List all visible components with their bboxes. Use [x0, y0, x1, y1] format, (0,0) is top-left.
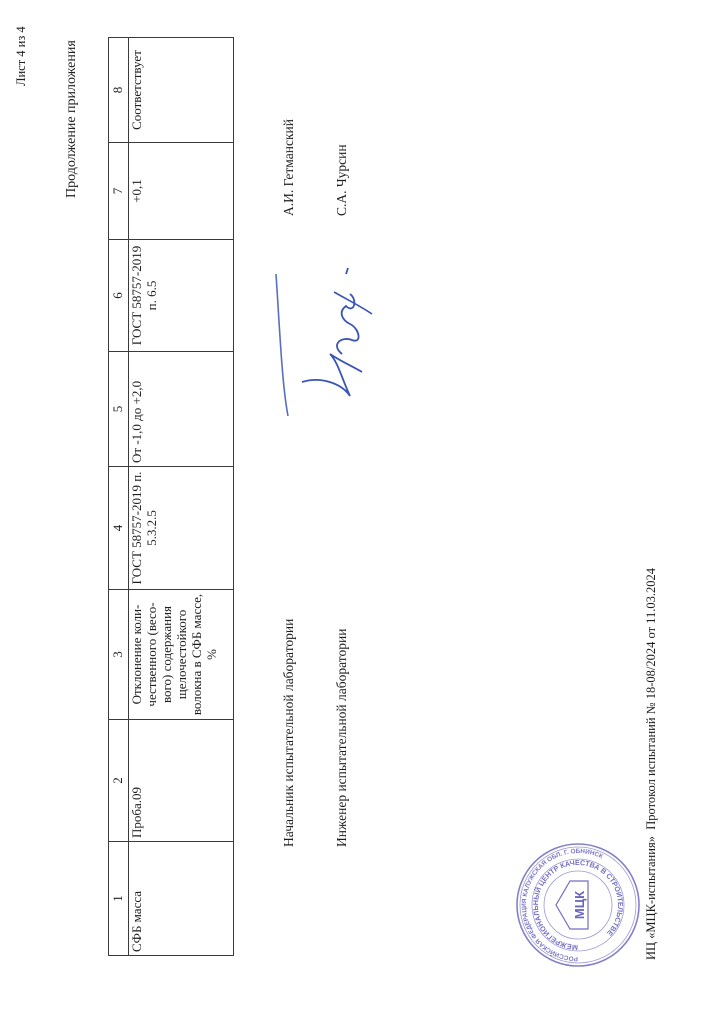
svg-text:МЕЖРЕГИОНАЛЬНЫЙ ЦЕНТР КАЧЕСТВА: МЕЖРЕГИОНАЛЬНЫЙ ЦЕНТР КАЧЕСТВА В СТРОИТЕЛЬСТВЕ — [530, 857, 626, 953]
column-number: 4 — [109, 467, 129, 590]
column-number: 1 — [109, 842, 129, 956]
table-row — [129, 38, 234, 956]
signatory-position-engineer: Инженер испытательной лаборатории — [334, 628, 349, 847]
column-number: 7 — [109, 143, 129, 240]
column-number: 8 — [109, 38, 129, 143]
cell-method-doc: ГОСТ 58757-2019 п. 6.5 — [129, 240, 234, 352]
column-number-row — [109, 38, 129, 956]
organization-stamp-icon — [514, 841, 642, 969]
footer-org: ИЦ «МЦК-испытания» — [644, 836, 658, 960]
signatory-name-head: А.И. Гетманский — [281, 119, 296, 216]
results-table — [108, 37, 234, 956]
signatory-position-head: Начальник испытательной лаборатории — [281, 618, 296, 847]
cell-material: СФБ масса — [129, 842, 234, 956]
svg-text:РОССИЙСКАЯ ФЕДЕРАЦИЯ КАЛУЖСКАЯ: РОССИЙСКАЯ ФЕДЕРАЦИЯ КАЛУЖСКАЯ ОБЛ. Г. ОБНИНСК — [520, 847, 604, 963]
cell-sample: Проба.09 — [129, 720, 234, 842]
footer-protocol: Протокол испытаний № 18-08/2024 от 11.03.2024 — [644, 568, 658, 830]
continuation-title: Продолжение приложения — [64, 40, 79, 198]
signature-icon — [272, 264, 382, 424]
column-number: 3 — [109, 590, 129, 720]
document-page: Лист 4 из 4 Продолжение приложения 1 2 3 4 5 6 7 8 СФБ масса Проба.09 Отклонение коли-чественного (весо-вого) содержания щелочестойкого волокна в СФБ массе, % ГОСТ 58757-2019 п. 5.3.2.5 От -1,0 до +2,0 ГОСТ 58757-2019 п. 6.5 +0,1 Соответствует Начальник испытательной лаборатории А.И. Гетманский Инженер испытательной лаборатории С.А. Чурсин РОССИЙСКАЯ ФЕДЕРАЦИЯ КАЛУЖСКАЯ ОБЛ. Г. ОБНИНСК МЕЖРЕГИОНАЛЬНЫЙ ЦЕНТР КАЧЕСТВА В СТРОИТЕЛЬСТВЕ МЦК ИЦ «МЦК-испытания» Протокол испытаний № 18-08/2024 от 11.03.2024 — [0, 0, 721, 1024]
cell-requirement-doc: ГОСТ 58757-2019 п. 5.3.2.5 — [129, 467, 234, 590]
column-number: 6 — [109, 240, 129, 352]
svg-text:МЦК: МЦК — [572, 890, 587, 920]
signatory-name-engineer: С.А. Чурсин — [334, 144, 349, 216]
column-number: 2 — [109, 720, 129, 842]
cell-norm: От -1,0 до +2,0 — [129, 352, 234, 467]
column-number: 5 — [109, 352, 129, 467]
cell-parameter: Отклонение коли-чественного (весо-вого) содержания щелочестойкого волокна в СФБ массе, % — [129, 590, 234, 720]
footer — [644, 568, 659, 960]
cell-result: +0,1 — [129, 143, 234, 240]
cell-conformity: Соответствует — [129, 38, 234, 143]
